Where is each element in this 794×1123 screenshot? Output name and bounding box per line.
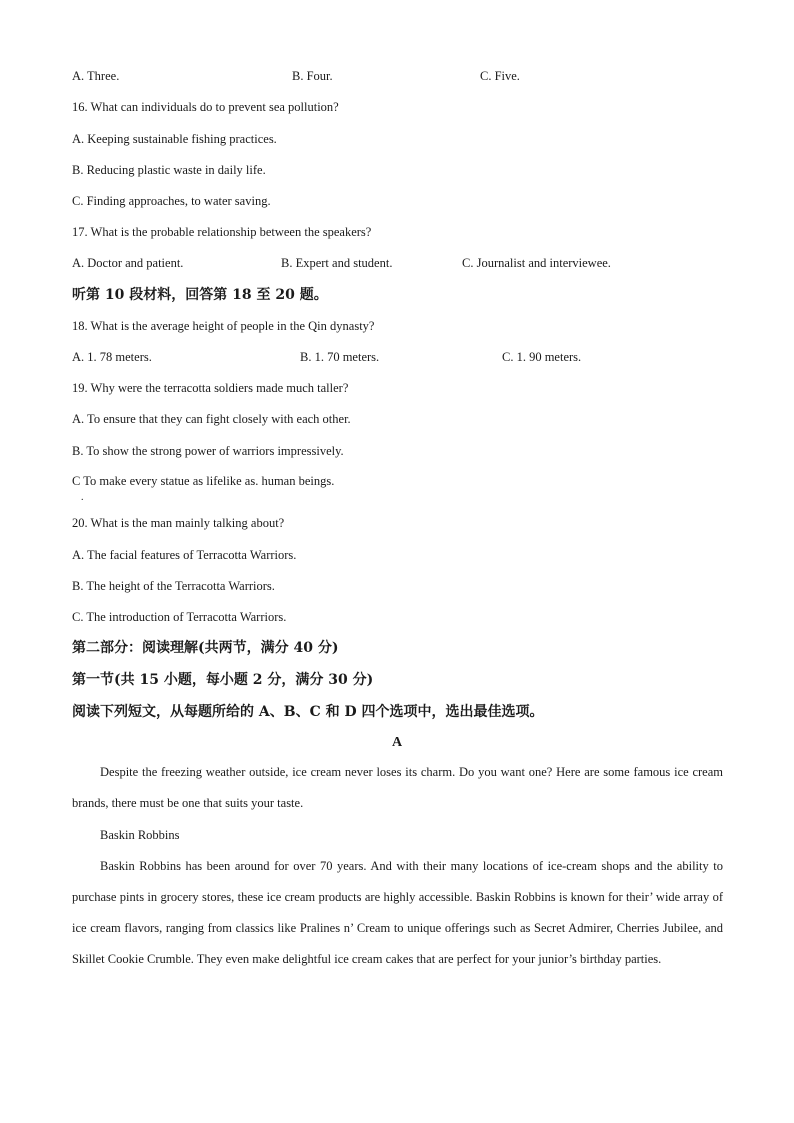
- q15-option-a: A. Three.: [72, 69, 120, 83]
- passage-intro: Despite the freezing weather outside, ice cream never loses its charm. Do you want one? Here are some famous ice cream brands, there must be one that suits your taste.: [72, 765, 723, 810]
- q16-option-b: B. Reducing plastic waste in daily life.: [72, 163, 266, 177]
- q16-option-a: A. Keeping sustainable fishing practices.: [72, 132, 277, 146]
- q17-option-a: A. Doctor and patient.: [72, 256, 184, 270]
- q18-option-b: B. 1. 70 meters.: [300, 350, 380, 364]
- q17-question: 17. What is the probable relationship between the speakers?: [72, 225, 372, 239]
- q19-option-c: C To make every statue as lifelike as. human beings.: [72, 474, 335, 488]
- q18-option-a: A. 1. 78 meters.: [72, 350, 152, 364]
- q19-option-b: B. To show the strong power of warriors impressively.: [72, 444, 344, 458]
- q19-option-a: A. To ensure that they can fight closely with each other.: [72, 412, 351, 426]
- q19-question: 19. Why were the terracotta soldiers made much taller?: [72, 381, 349, 395]
- q16-question: 16. What can individuals do to prevent sea pollution?: [72, 100, 339, 114]
- q20-option-c: C. The introduction of Terracotta Warriors.: [72, 610, 287, 624]
- brand-1-name: Baskin Robbins: [100, 828, 180, 842]
- brand-1-paragraph: Baskin Robbins has been around for over 70 years. And with their many locations of ice-cream shops and the ability to purchase pints in grocery stores, these ice cream products are highly accessible. Baskin Robbins is known for their’ wide array of ice cream flavors, ranging from classics like Pralines n’ Cream to unique offerings such as Secret Admirer, Cherries Jubilee, and Skillet Cookie Crumble. They even make delightful ice cream cakes that are perfect for your junior’s birthday parties.: [72, 859, 723, 966]
- q18-question: 18. What is the average height of people in the Qin dynasty?: [72, 319, 375, 333]
- q19-option-c-dot: .: [81, 492, 84, 503]
- part2-title: 第二部分：阅读理解(共两节，满分 40 分): [72, 640, 339, 656]
- q15-option-b: B. Four.: [292, 69, 333, 83]
- q20-option-b: B. The height of the Terracotta Warriors.: [72, 579, 275, 593]
- q17-option-c: C. Journalist and interviewee.: [462, 256, 611, 270]
- part2-instruction: 阅读下列短文，从每题所给的 A、B、C 和 D 四个选项中，选出最佳选项。: [72, 704, 544, 720]
- q20-option-a: A. The facial features of Terracotta Warriors.: [72, 548, 297, 562]
- q20-question: 20. What is the man mainly talking about?: [72, 516, 285, 530]
- passage-label: A: [391, 735, 403, 750]
- part2-section1: 第一节(共 15 小题，每小题 2 分，满分 30 分): [72, 672, 374, 688]
- q16-option-c: C. Finding approaches, to water saving.: [72, 194, 271, 208]
- q15-option-c: C. Five.: [480, 69, 520, 83]
- section-10-heading: 听第 10 段材料，回答第 18 至 20 题。: [72, 287, 328, 303]
- q17-option-b: B. Expert and student.: [281, 256, 393, 270]
- q18-option-c: C. 1. 90 meters.: [502, 350, 582, 364]
